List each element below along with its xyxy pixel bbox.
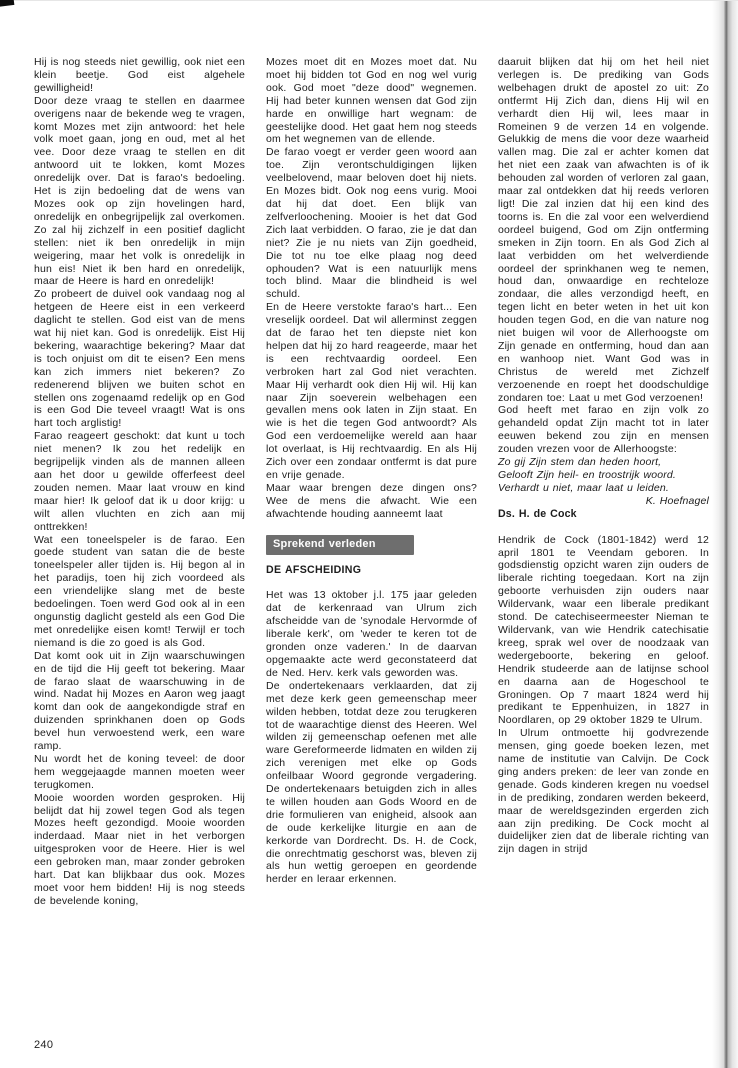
paragraph: Dat komt ook uit in Zijn waarschuwingen en de tijd die Hij geeft tot bekering. Maar de farao slaat de waarschuwing in de wind. Nadat hij Mozes en Aaron weg jaagt komt dan ook de aangekondigde straf en duizenden sprinkhanen doen op Gods bevel hun verwoestend werk, een ware ramp. [34,649,245,753]
paragraph: Wat een toneelspeler is de farao. Een goede student van satan die de beste toneelspeler aller tijden is. Hij begon al in het paradijs, toen hij zich voordeed als een vriendelijke slang met de beste bedoelingen. Toen werd God ook al in een ongunstig daglicht gesteld als een God Die met onredelijke eisen komt! Terwijl er toch niemand is die zo goed is als God. [34,533,245,649]
paragraph: Zo probeert de duivel ook vandaag nog al hetgeen de Heere eist in een verkeerd daglicht te stellen. God eist van de mens wat hij niet kan. God is onredelijk. Eist Hij bekering, waarachtige bekering? Maar dat is toch onjuist om dit te eisen? Een mens kan zich immers niet bekeren? Zo redenerend blijven we buiten schot en stellen ons zogenaamd redelijk op en God is een God Die teveel vraagt! Wat is ons hart toch arglistig! [34,288,245,430]
scan-artifact-corner [0,0,14,7]
paragraph: God heeft met farao en zijn volk zo gehandeld opdat Zijn macht tot in later eeuwen bekend zou zijn en mensen zouden vrezen voor de Allerhoogste: [498,404,709,456]
paragraph: Het was 13 oktober j.l. 175 jaar geleden dat de kerkenraad van Ulrum zich afscheidde van de 'synodale Hervormde of liberale kerk', om 'weder te keren tot de gronden onze vaderen.' In de daarvan opgemaakte acte werd geconstateerd dat de Ned. Herv. kerk vals geworden was. [266,589,477,679]
column-3-top-paragraphs [498,56,709,456]
page-edge-shadow [712,1,738,1068]
psalm-quote [498,456,709,495]
text-column-1 [34,56,245,908]
paragraph: De farao voegt er verder geen woord aan toe. Zijn verontschuldigingen lijken veelbelovend, maar beloven doet hij niets. En Mozes bidt. Ook nog eens vurig. Mooi dat hij dat doet. Een blijk van zelfverloochening. Mooier is het dat God Zich laat verbidden. O farao, zie je dat dan niet? Zie je nu niets van Zijn goedheid, Die tot nu toe elke plaag nog deed ophouden? Wat is een natuurlijk mens toch blind. Maar die blindheid is wel schuld. [266,146,477,301]
paragraph: En de Heere verstokte farao's hart... Een vreselijk oordeel. Dat wil allerminst zeggen dat de farao het ten diepste niet kon helpen dat hij zo hard reageerde, maar het is een rechtvaardig oordeel. Een verbroken hart zal God niet verachten. Maar Hij verhardt ook dien Hij wil. Hij kan naar Zijn soeverein welbehagen een gevallen mens ook laten in Zijn staat. En wie is het die tegen God antwoordt? Als God een verdoemelijke wereld aan haar lot overlaat, is Hij rechtvaardig. En als Hij Zich over een zondaar ontfermt is dat pure en vrije genade. [266,301,477,481]
article-heading-afscheiding: DE AFSCHEIDING [266,563,362,576]
paragraph: In Ulrum ontmoette hij godvrezende mensen, ging goede boeken lezen, met name de institutie van Calvijn. De Cock ging anders preken: de leer van zonde en genade. Gods kinderen kregen nu voedsel in de prediking, zondaren werden bekeerd, maar de wereldsgezinden ergerden zich aan zijn prediking. De Cock mocht al duidelijker zien dat de liberale richting van zijn dagen in strijd [498,727,709,856]
paragraph: Hij is nog steeds niet gewillig, ook niet een klein beetje. God eist algehele gewilligheid! [34,56,245,94]
paragraph: Mooie woorden worden gesproken. Hij belijdt dat hij zowel tegen God als tegen Mozes heeft gezondigd. Mooie woorden inderdaad. Maar niet in het verborgen uitgesproken voor de Heere. Hier is wel een gebroken man, maar zonder gebroken hart. Dat kan blijkbaar dus ook. Mozes moet voor hem bidden! Hij is nog steeds de bevelende koning, [34,791,245,907]
paragraph: Hendrik de Cock (1801-1842) werd 12 april 1801 te Veendam geboren. In godsdienstig opzicht waren zijn ouders de liberale richting toegedaan. Kort na zijn geboorte verhuisden zijn ouders naar Wildervank, waar een liberale predikant stond. De catechiseermeester Nieman te Wildervank, van wie Hendrik catechisatie kreeg, sprak wel over de noodzaak van wedergeboorte, bekering en geloof. Hendrik studeerde aan de latijnse school en daarna aan de Hogeschool te Groningen. Op 7 maart 1824 werd hij predikant te Eppenhuizen, in 1827 in Noordlaren, op 29 oktober 1829 te Ulrum. [498,533,709,727]
section-header-bar [266,535,414,555]
poem-line: Zo gij Zijn stem dan heden hoort, [498,456,662,469]
paragraph: De ondertekenaars verklaarden, dat zij met deze kerk geen gemeenschap meer wilden hebben, totdat deze zou terugkeren tot de waarachtige dienst des Heeren. Wel wilden zij gemeenschap oefenen met alle ware Gereformeerde lidmaten en wilden zij zich verenigen met elke op Gods onfeilbaar Woord gegronde vergadering. De ondertekenaars betuigden zich in alles te willen houden aan Gods Woord en de drie formulieren van enigheid, alsook aan de oude kerkelijke liturgie en aan de kerkorde van Dordrecht. Ds. H. de Cock, die onrechtmatig geschorst was, bleven zij als hun wettig geroepen en geordende herder en leraar erkennen. [266,679,477,886]
text-column-2 [266,56,477,908]
paragraph: Farao reageert geschokt: dat kunt u toch niet menen? Ik zou het redelijk en begrijpelijk vinden als de mannen alleen aan het door u gewilde offerfeest deel zouden nemen. Maar laat vrouw en kind maar hier! Ik geloof dat ik u door krijg: u wilt allen vluchten en zich aan mij onttrekken! [34,430,245,533]
paragraph: daaruit blijken dat hij om het heil niet verlegen is. De prediking van Gods welbehagen drukt de apostel zo uit: Zo ontfermt Hij Zich dan, diens Hij wil en verhardt dien Hij wil, lees maar in Romeinen 9 de verzen 14 en volgende. Gelukkig de mens die voor deze waarheid vallen mag. Die zal er achter komen dat het niet een zaak van afwachten is of ik behouden zal worden of verloren zal gaan, maar zal ontdekken dat hij reeds verloren ligt! Die zal inzien dat hij een kind des toorns is. En die zal voor een welverdiend oordeel buigend, God om Zijn ontferming smeken in Zijn toorn. En als God Zich al laat verbidden om het welverdiende oordeel der sprinkhanen weg te nemen, houd dan, onwaardige en rechteloze zondaar, die alles verzondigd heeft, en tegen licht en beter weten in het uit kon houden tegen God, en die van nature nog niet buigen wil voor de Allerhoogste om Zijn genade en ontferming, houd dan aan en wanhoop niet. Want God was in Christus de wereld met Zichzelf verzoenende en roept het doodschuldige zondaren toe: Laat u met God verzoenen! [498,56,709,404]
author-signature: K. Hoefnagel [645,494,709,507]
column-2-top-paragraphs [266,56,477,521]
article-columns [34,56,709,908]
paragraph: Maar waar brengen deze dingen ons? Wee de mens die afwacht. Wie een afwachtende houding aanneemt laat [266,481,477,520]
paragraph: Mozes moet dit en Mozes moet dat. Nu moet hij bidden tot God en nog wel vurig ook. God moet "deze dood" wegnemen. Hij had beter kunnen wensen dat God zijn harde en onwillige hart wegnam: de geestelijke dood. Het gaat hem nog steeds om het wegnemen van de ellende. [266,56,477,146]
bio-heading-de-cock: Ds. H. de Cock [498,507,577,520]
column-2-bottom-paragraphs [266,589,477,886]
poem-line: Verhardt u niet, maar laat u leiden. [498,481,669,494]
section-header-label: Sprekend verleden [273,537,376,550]
paragraph: Nu wordt het de koning teveel: de door hem weggejaagde mannen moeten weer terugkomen. [34,752,245,791]
column-3-bio-paragraphs [498,534,709,857]
paragraph: Door deze vraag te stellen en daarmee overigens naar de bekende weg te vragen, komt Mozes met zijn antwoord: het hele volk moet gaan, jong en oud, met al het vee. Door deze vraag te stellen en dit antwoord uit te lokken, komt Mozes onredelijk over. Dat is farao's bedoeling. Het is zijn bedoeling dat de wens van Mozes ook op zijn hovelingen hard, onredelijk en onbegrijpelijk zal overkomen. Zo zal hij zichzelf in een positief daglicht stellen: niet ik ben onredelijk in mijn weigering, maar het volk is onredelijk in hun eis! Niet ik ben hard en onredelijk, maar de Heere is hard en onredelijk! [34,94,245,288]
page-number: 240 [34,1039,54,1051]
text-column-3 [498,56,709,908]
poem-line: Gelooft Zijn heil- en troostrijk woord. [498,469,676,481]
column-1-paragraphs [34,56,245,908]
